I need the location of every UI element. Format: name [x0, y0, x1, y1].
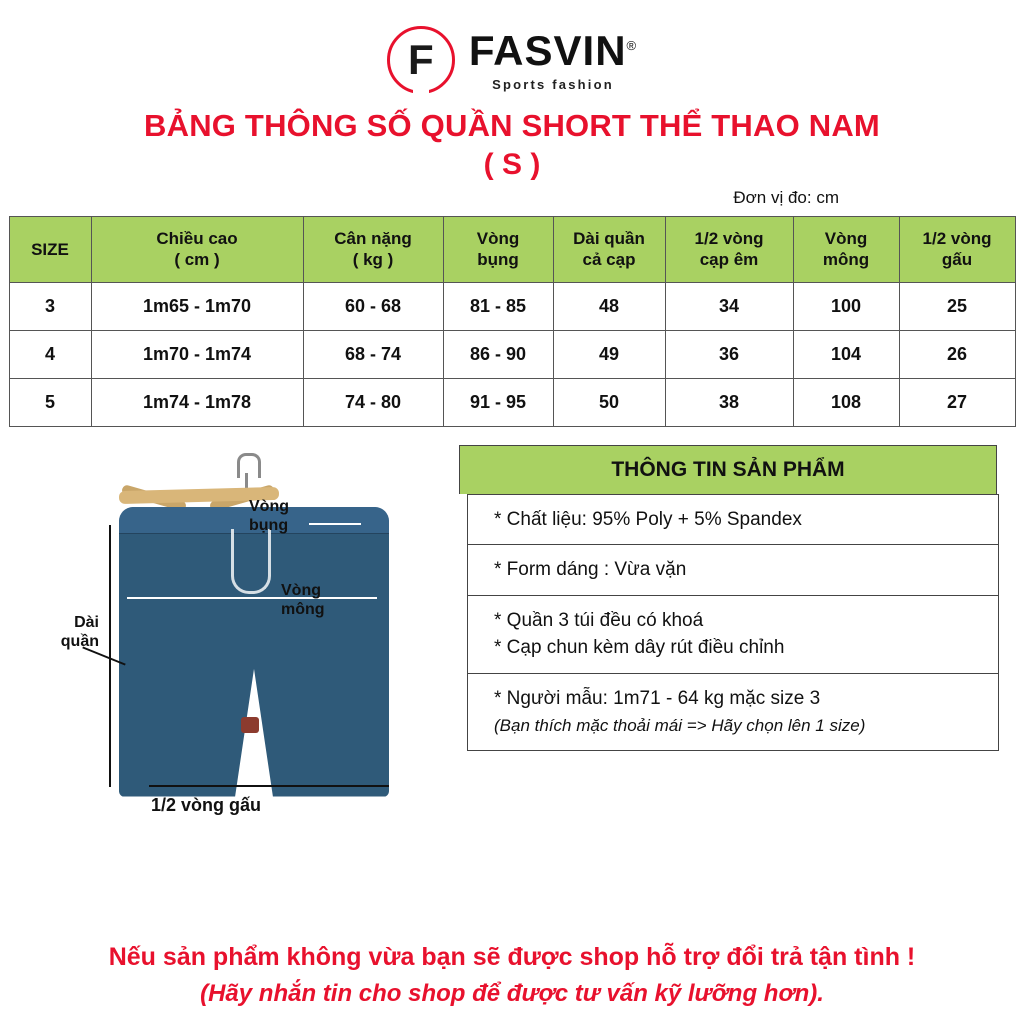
cell-length: 48 — [553, 282, 665, 330]
cell-hip: 108 — [793, 378, 899, 426]
footer-note — [0, 943, 1024, 1008]
logo-letter: F — [408, 36, 434, 83]
page-subtitle: ( S ) — [483, 148, 541, 181]
info-pockets: * Quần 3 túi đều có khoá — [494, 609, 704, 631]
cell-length: 50 — [553, 378, 665, 426]
table-row — [9, 330, 1015, 378]
cell-weight: 68 - 74 — [303, 330, 443, 378]
drawstring-icon — [231, 529, 271, 594]
product-info-panel — [459, 445, 997, 815]
cell-half-hem: 27 — [899, 378, 1015, 426]
product-info-title: THÔNG TIN SẢN PHẨM — [459, 445, 997, 494]
cell-weight: 74 - 80 — [303, 378, 443, 426]
info-row-model — [468, 673, 998, 750]
col-header-hip: Vòng mông — [793, 217, 899, 283]
cell-size: 3 — [9, 282, 91, 330]
cell-waist: 91 - 95 — [443, 378, 553, 426]
col-header-weight: Cân nặng ( kg ) — [303, 217, 443, 283]
brand-tagline: Sports fashion — [492, 76, 614, 92]
cell-half-hem: 25 — [899, 282, 1015, 330]
brand-name — [468, 26, 638, 74]
info-waistband: * Cạp chun kèm dây rút điều chỉnh — [494, 637, 785, 659]
info-row-features — [468, 595, 998, 673]
product-measurement-diagram — [9, 445, 459, 815]
cell-waist: 86 - 90 — [443, 330, 553, 378]
registered-mark: ® — [626, 37, 638, 53]
brand-tag-icon — [241, 717, 259, 733]
hip-measure-line — [127, 597, 377, 599]
label-length: Dài quần — [60, 613, 99, 650]
size-chart-table — [9, 216, 1016, 427]
cell-height: 1m70 - 1m74 — [91, 330, 303, 378]
product-info-body — [467, 494, 999, 751]
footer-line-2: (Hãy nhắn tin cho shop để được tư vấn kỹ lưỡng hơn). — [200, 980, 824, 1007]
col-header-half-waistband: 1/2 vòng cạp êm — [665, 217, 793, 283]
cell-size: 4 — [9, 330, 91, 378]
logo-circle-icon — [387, 26, 455, 94]
waist-leader-line — [309, 523, 361, 525]
measurement-unit-label: Đơn vị đo: cm — [733, 188, 839, 207]
page-title: BẢNG THÔNG SỐ QUẦN SHORT THỂ THAO NAM — [144, 108, 880, 143]
footer-line-1: Nếu sản phẩm không vừa bạn sẽ được shop hỗ trợ đổi trả tận tình ! — [108, 943, 916, 971]
info-row-material: * Chất liệu: 95% Poly + 5% Spandex — [468, 494, 998, 545]
cell-waist: 81 - 85 — [443, 282, 553, 330]
table-row — [9, 282, 1015, 330]
hem-measure-line — [149, 785, 389, 787]
cell-height: 1m65 - 1m70 — [91, 282, 303, 330]
col-header-half-hem: 1/2 vòng gấu — [899, 217, 1015, 283]
cell-half-waistband: 38 — [665, 378, 793, 426]
length-measure-line — [109, 525, 111, 787]
cell-half-waistband: 34 — [665, 282, 793, 330]
table-header-row — [9, 217, 1015, 283]
info-model-note: (Bạn thích mặc thoải mái => Hãy chọn lên 1 size) — [494, 716, 866, 736]
cell-hip: 104 — [793, 330, 899, 378]
label-hem: 1/2 vòng gấu — [151, 794, 262, 815]
col-header-height: Chiều cao ( cm ) — [91, 217, 303, 283]
cell-hip: 100 — [793, 282, 899, 330]
col-header-waist: Vòng bụng — [443, 217, 553, 283]
brand-text — [468, 26, 638, 92]
brand-logo — [0, 0, 1024, 94]
col-header-length: Dài quần cả cạp — [553, 217, 665, 283]
brand-name-text: FASVIN — [468, 26, 627, 74]
cell-length: 49 — [553, 330, 665, 378]
logo-circle-gap — [413, 87, 429, 96]
hanger-hook-icon — [237, 453, 261, 478]
cell-weight: 60 - 68 — [303, 282, 443, 330]
cell-half-waistband: 36 — [665, 330, 793, 378]
cell-half-hem: 26 — [899, 330, 1015, 378]
col-header-size: SIZE — [9, 217, 91, 283]
table-row — [9, 378, 1015, 426]
info-model: * Người mẫu: 1m71 - 64 kg mặc size 3 — [494, 687, 821, 709]
label-hip: Vòng mông — [281, 581, 325, 618]
label-waist: Vòng bụng — [249, 497, 289, 534]
lower-section — [0, 445, 1024, 815]
cell-height: 1m74 - 1m78 — [91, 378, 303, 426]
info-row-fit: * Form dáng : Vừa vặn — [468, 544, 998, 595]
cell-size: 5 — [9, 378, 91, 426]
